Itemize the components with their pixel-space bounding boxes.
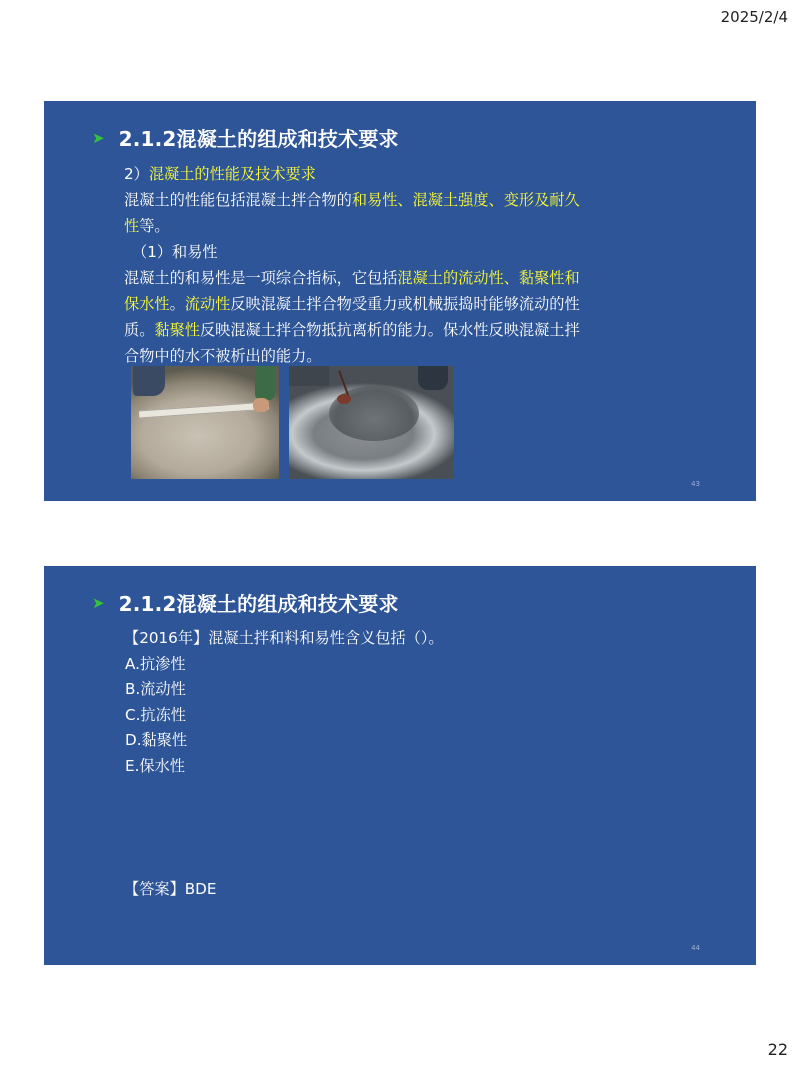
paragraph-performance (92, 187, 582, 239)
concrete-pile-photo (289, 366, 454, 479)
question-block (124, 626, 444, 779)
slide-43 (44, 101, 756, 501)
answer-text: 【答案】BDE (124, 880, 217, 898)
hand-shape (253, 398, 269, 412)
text: 等。 (139, 217, 170, 235)
slide-title-row (92, 588, 399, 617)
slide-title-row (92, 123, 399, 152)
paragraph-workability (92, 265, 582, 369)
text: 。 (169, 295, 185, 313)
options-list (124, 652, 444, 780)
measuring-tape-shape (139, 401, 269, 418)
slide-body (92, 161, 582, 369)
subheading-text: 混凝土的性能及技术要求 (148, 165, 316, 183)
option-c: C.抗冻性 (125, 705, 186, 724)
slide-title: 2.1.2混凝土的组成和技术要求 (118, 592, 399, 616)
option-d: D.黏聚性 (125, 731, 188, 749)
text: 反映混凝土拌合物抵抗离析的能力。保水性反映混凝土拌合物中的水不被析出的能力。 (124, 321, 580, 365)
text: 混凝土的和易性是一项综合指标，它包括 (124, 269, 398, 287)
question-text: 【2016年】混凝土拌和料和易性含义包括（）。 (124, 629, 444, 647)
print-date: 2025/2/4 (720, 8, 788, 26)
item-heading: （1）和易性 (132, 243, 218, 261)
scoop-shape (337, 394, 351, 404)
option-e: E.保水性 (125, 756, 185, 775)
option-b: B.流动性 (125, 680, 186, 698)
shoe-shape (255, 366, 275, 400)
bullet-arrow-icon: ➤ (92, 128, 105, 147)
highlighted-text: 混凝土的流动性、黏聚性和保水性 (124, 269, 580, 313)
slide-number: 44 (691, 944, 700, 952)
slide-number: 43 (691, 480, 700, 488)
slide-title: 2.1.2混凝土的组成和技术要求 (118, 127, 399, 151)
option-a: A.抗渗性 (125, 654, 186, 673)
subheading (92, 161, 582, 187)
slide-44 (44, 566, 756, 965)
boot-shape (418, 366, 448, 390)
bullet-arrow-icon: ➤ (92, 593, 105, 612)
page-number: 22 (767, 1040, 788, 1059)
highlighted-text: 流动性 (184, 295, 231, 313)
subheading-prefix: 2） (124, 165, 149, 183)
highlighted-text: 和易性、混凝土强度、变形及耐久性 (124, 191, 580, 235)
slump-flow-photo (131, 366, 279, 479)
text: 反映混凝土拌合物受重力或机械振捣时能够流动的性质。 (124, 295, 580, 339)
highlighted-text: 黏聚性 (154, 321, 200, 339)
shoe-shape (133, 366, 165, 396)
text: 混凝土的性能包括混凝土拌合物的 (124, 191, 352, 209)
floor-shape (289, 366, 329, 386)
